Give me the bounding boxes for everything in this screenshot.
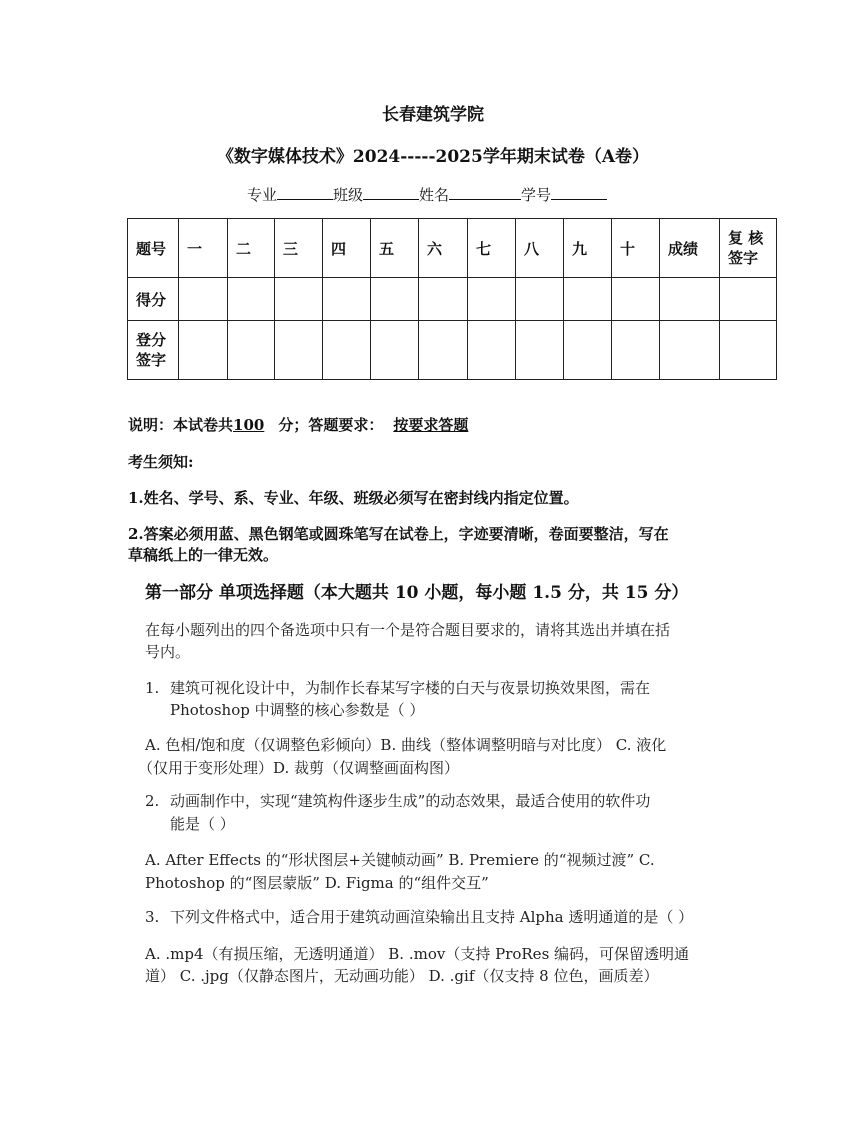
question-1-text-cont: Photoshop 中调整的核心参数是（ ） [170,701,425,719]
table-header-row [128,219,777,278]
name-field[interactable] [449,183,521,200]
question-1-text: 建筑可视化设计中，为制作长春某写字楼的白天与夜景切换效果图，需在 [170,679,651,697]
header-cell: 二 [228,219,275,278]
question-1-number: 1. [145,679,160,697]
score-cell[interactable] [564,321,612,380]
student-info-line [247,183,607,205]
row-label: 登分 签字 [128,321,179,380]
section-intro-cont: 号内。 [145,643,191,661]
score-cell[interactable] [660,278,720,321]
score-cell[interactable] [419,278,468,321]
major-field[interactable] [277,183,333,200]
instructions-prefix: 说明：本试卷共 [128,416,234,434]
row-label: 得分 [128,278,179,321]
section-heading: 第一部分 单项选择题（本大题共 10 小题，每小题 1.5 分，共 15 分） [145,583,689,603]
score-cell[interactable] [564,278,612,321]
question-3-options-cont: 道） C. .jpg（仅静态图片，无动画功能） D. .gif（仅支持 8 位色，画质差） [145,967,659,985]
total-score: 100 [233,416,265,434]
table-row [128,321,777,380]
score-cell[interactable] [228,321,275,380]
question-1-options: A. 色相/饱和度（仅调整色彩倾向）B. 曲线（整体调整明暗与对比度） C. 液化 [145,736,667,754]
score-cell[interactable] [612,321,660,380]
header-cell: 十 [612,219,660,278]
header-cell: 复 核 签字 [720,219,777,278]
table-row [128,278,777,321]
header-cell: 题号 [128,219,179,278]
class-label: 班级 [333,186,364,204]
question-2-options: A. After Effects 的“形状图层+关键帧动画” B. Premiere 的“视频过渡” C. [145,851,655,869]
question-2-number: 2. [145,792,160,810]
score-cell[interactable] [323,321,371,380]
header-cell: 四 [323,219,371,278]
score-cell[interactable] [720,321,777,380]
header-cell: 一 [179,219,228,278]
answer-requirement: 按要求答题 [393,416,469,434]
question-3-number: 3. [145,908,160,926]
question-2-options-cont: Photoshop 的“图层蒙版” D. Figma 的“组件交互” [145,874,489,892]
name-label: 姓名 [419,186,450,204]
question-1-options-cont: （仅用于变形处理）D. 裁剪（仅调整画面构图） [138,759,460,777]
instructions [128,415,468,435]
header-cell: 六 [419,219,468,278]
school-title: 长春建筑学院 [382,105,484,125]
score-cell[interactable] [179,278,228,321]
question-3-options: A. .mp4（有损压缩，无透明通道） B. .mov（支持 ProRes 编码，可保留透明通 [145,945,690,963]
header-cell: 五 [371,219,419,278]
id-field[interactable] [551,183,607,200]
score-cell[interactable] [179,321,228,380]
section-intro: 在每小题列出的四个备选项中只有一个是符合题目要求的，请将其选出并填在括 [145,621,671,639]
score-cell[interactable] [371,278,419,321]
score-cell[interactable] [419,321,468,380]
header-cell: 成绩 [660,219,720,278]
score-table [127,218,777,380]
instructions-mid: 分；答题要求： [278,416,384,434]
header-cell: 三 [275,219,323,278]
score-cell[interactable] [228,278,275,321]
header-cell: 八 [516,219,564,278]
header-cell: 九 [564,219,612,278]
score-cell[interactable] [371,321,419,380]
score-cell[interactable] [275,278,323,321]
notice-2-cont: 草稿纸上的一律无效。 [128,546,279,564]
score-cell[interactable] [468,278,516,321]
major-label: 专业 [247,186,278,204]
score-cell[interactable] [660,321,720,380]
question-2-text-cont: 能是（ ） [170,815,235,833]
score-cell[interactable] [720,278,777,321]
question-3-text: 下列文件格式中，适合用于建筑动画渲染输出且支持 Alpha 透明通道的是（ ） [170,908,694,926]
exam-title: 《数字媒体技术》2024-----2025学年期末试卷（A卷） [216,147,650,167]
score-cell[interactable] [275,321,323,380]
notice-1: 1.姓名、学号、系、专业、年级、班级必须写在密封线内指定位置。 [128,489,579,507]
header-cell: 七 [468,219,516,278]
class-field[interactable] [363,183,419,200]
id-label: 学号 [521,186,552,204]
score-cell[interactable] [323,278,371,321]
score-cell[interactable] [468,321,516,380]
score-cell[interactable] [612,278,660,321]
score-cell[interactable] [516,321,564,380]
question-2-text: 动画制作中，实现“建筑构件逐步生成”的动态效果，最适合使用的软件功 [170,792,651,810]
notice-2: 2.答案必须用蓝、黑色钢笔或圆珠笔写在试卷上，字迹要清晰，卷面要整洁，写在 [128,525,669,543]
notice-title: 考生须知: [128,453,194,471]
score-cell[interactable] [516,278,564,321]
